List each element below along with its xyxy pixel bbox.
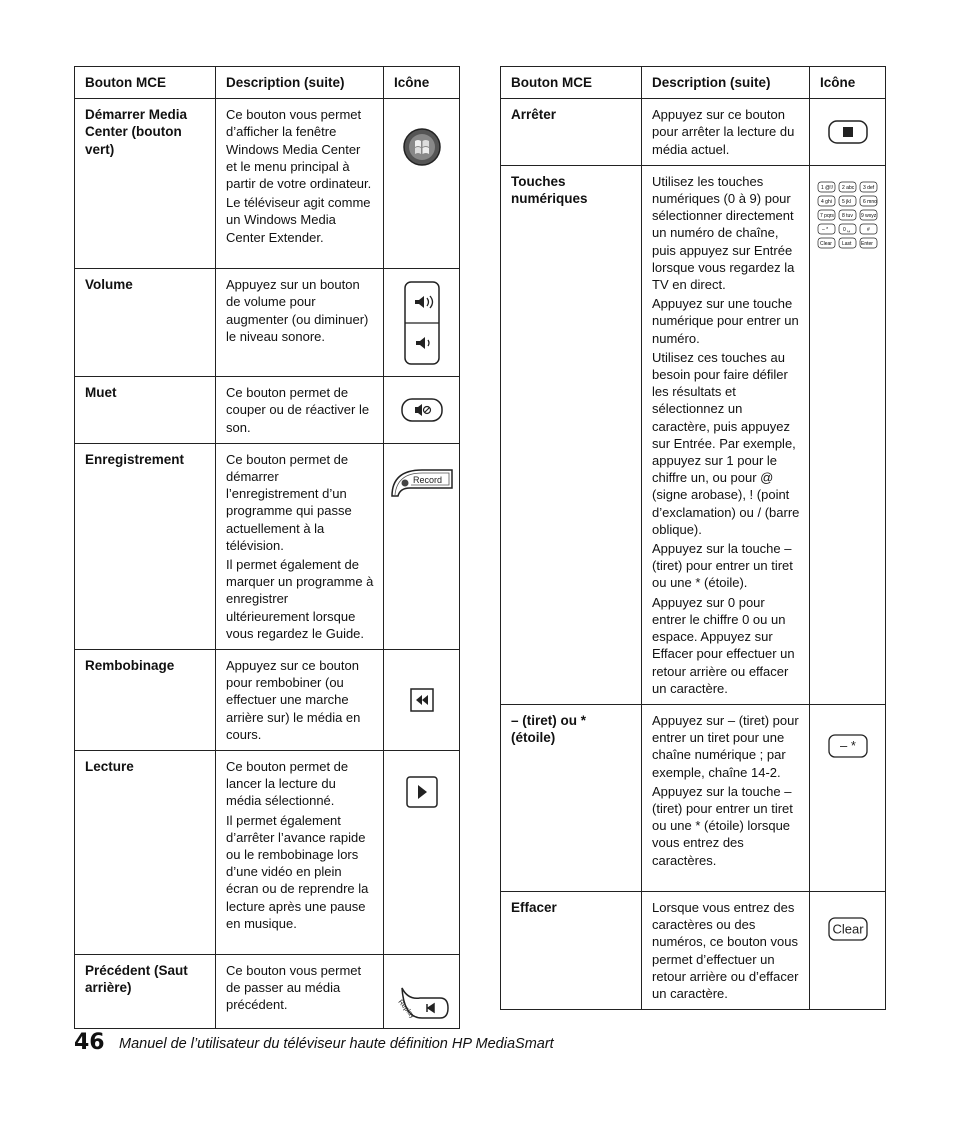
button-name: Démarrer Media Center (bouton vert)	[75, 99, 216, 269]
button-description: Appuyez sur ce bouton pour arrêter la lecture du média actuel.	[642, 99, 810, 166]
col-header-button: Bouton MCE	[501, 67, 642, 99]
table-row	[75, 751, 460, 955]
keypad-row	[818, 196, 877, 206]
button-table-right	[500, 66, 886, 1010]
button-name: Muet	[75, 377, 216, 444]
table-row	[501, 165, 886, 704]
table-row	[75, 955, 460, 1029]
mute-icon	[384, 377, 460, 444]
volume-icon	[384, 269, 460, 377]
record-icon	[384, 443, 460, 649]
button-name: Lecture	[75, 751, 216, 955]
keypad-row	[818, 182, 877, 192]
keypad-key: 9 wxyz	[860, 212, 876, 219]
col-header-button: Bouton MCE	[75, 67, 216, 99]
windows-logo-icon	[384, 99, 460, 269]
keypad-row	[818, 238, 877, 248]
table-row	[75, 269, 460, 377]
clear-icon	[810, 891, 886, 1009]
table-header-row	[501, 67, 886, 99]
play-icon	[384, 751, 460, 955]
button-name: Rembobinage	[75, 650, 216, 751]
button-name: – (tiret) ou * (étoile)	[501, 704, 642, 891]
col-header-icon: Icône	[384, 67, 460, 99]
button-description: Ce bouton vous permet de passer au média précédent.	[216, 955, 384, 1029]
keypad-key: 4 ghi	[820, 198, 832, 205]
button-description: Utilisez les touches numériques (0 à 9) pour sélectionner directement un numéro de chaîne, puis appuyez sur Entrée lorsque vous regardez la TV en direct. Appuyez sur une touche numérique pour entrer un numéro. Utilisez ces touches au besoin pour faire défiler les résultats et sélectionnez un caractère, puis appuyez sur Entrée. Par exemple, appuyez sur 1 pour le chiffre un, ou pour @ (signe arobase), ! (point d’exclamation) ou / (barre oblique). Appuyez sur la touche – (tiret) pour entrer un tiret ou une * (étoile). Appuyez sur 0 pour entrer le chiffre 0 ou un espace. Appuyez sur Effacer pour effectuer un retour arrière ou effacer un caractère.	[642, 165, 810, 704]
keypad-key: Last	[841, 240, 851, 247]
table-row	[75, 443, 460, 649]
button-name: Arrêter	[501, 99, 642, 166]
keypad-key: Clear	[819, 240, 832, 247]
dash-star-label: – *	[839, 737, 856, 753]
keypad-key: 2 abc	[841, 184, 854, 191]
table-row	[501, 704, 886, 891]
record-label: Record	[413, 474, 443, 485]
button-description: Lorsque vous entrez des caractères ou des numéros, ce bouton vous permet d’effectuer un retour arrière ou d’effacer un caractère.	[642, 891, 810, 1009]
keypad-key: 3 def	[862, 184, 874, 191]
replay-icon	[384, 955, 460, 1029]
keypad-key: 8 tuv	[841, 212, 853, 219]
button-description: Ce bouton permet de couper ou de réactiver le son.	[216, 377, 384, 444]
table-row	[501, 891, 886, 1009]
table-row	[75, 377, 460, 444]
dash-star-icon	[810, 704, 886, 891]
button-name: Touches numériques	[501, 165, 642, 704]
button-description: Ce bouton vous permet d’afficher la fenêtre Windows Media Center et le menu principal à partir de votre ordinateur. Le téléviseur agit comme un Windows Media Center Extender.	[216, 99, 384, 269]
keypad-key: 1 @!/	[820, 184, 833, 191]
keypad-key: Enter	[860, 240, 873, 247]
rewind-icon	[384, 650, 460, 751]
keypad-key: 6 mno	[862, 198, 877, 205]
keypad-key: #	[866, 226, 870, 233]
keypad-row	[818, 224, 877, 234]
button-name: Enregistrement	[75, 443, 216, 649]
table-row	[75, 99, 460, 269]
button-description: Appuyez sur ce bouton pour rembobiner (ou effectuer une marche arrière sur) le média en cours.	[216, 650, 384, 751]
table-header-row	[75, 67, 460, 99]
page-footer	[74, 1030, 894, 1060]
col-header-description: Description (suite)	[642, 67, 810, 99]
button-name: Précédent (Saut arrière)	[75, 955, 216, 1029]
keypad-key: – *	[821, 226, 828, 233]
keypad-key: 7 pqrs	[819, 212, 834, 219]
keypad-key: 5 jkl	[841, 198, 851, 205]
button-description: Ce bouton permet de démarrer l’enregistrement d’un programme qui passe actuellement à la télévision. Il permet également de marquer un programme à enregistrer ultérieurement lorsque vous regardez le Guide.	[216, 443, 384, 649]
numeric-keypad-icon	[810, 165, 886, 704]
page-number: 46	[74, 1030, 105, 1055]
table-row	[501, 99, 886, 166]
replay-label: Replay	[395, 998, 416, 1020]
manual-title: Manuel de l’utilisateur du téléviseur haute définition HP MediaSmart	[119, 1036, 554, 1052]
stop-icon	[810, 99, 886, 166]
button-description: Ce bouton permet de lancer la lecture du média sélectionné. Il permet également d’arrêter l’avance rapide ou le rembobinage lors d’une vidéo en plein écran ou de reprendre la lecture après une pause en musique.	[216, 751, 384, 955]
col-header-icon: Icône	[810, 67, 886, 99]
clear-label: Clear	[831, 921, 864, 937]
keypad-row	[818, 210, 877, 220]
button-description: Appuyez sur un bouton de volume pour augmenter (ou diminuer) le niveau sonore.	[216, 269, 384, 377]
button-name: Volume	[75, 269, 216, 377]
keypad-key: 0 ␣	[842, 226, 850, 233]
table-row	[75, 650, 460, 751]
button-description: Appuyez sur – (tiret) pour entrer un tiret pour une chaîne numérique ; par exemple, chaîne 14-2. Appuyez sur la touche – (tiret) pour entrer un tiret ou une * (étoile) lorsque vous entrez des caractères.	[642, 704, 810, 891]
button-table-left	[74, 66, 460, 1029]
button-name: Effacer	[501, 891, 642, 1009]
col-header-description: Description (suite)	[216, 67, 384, 99]
